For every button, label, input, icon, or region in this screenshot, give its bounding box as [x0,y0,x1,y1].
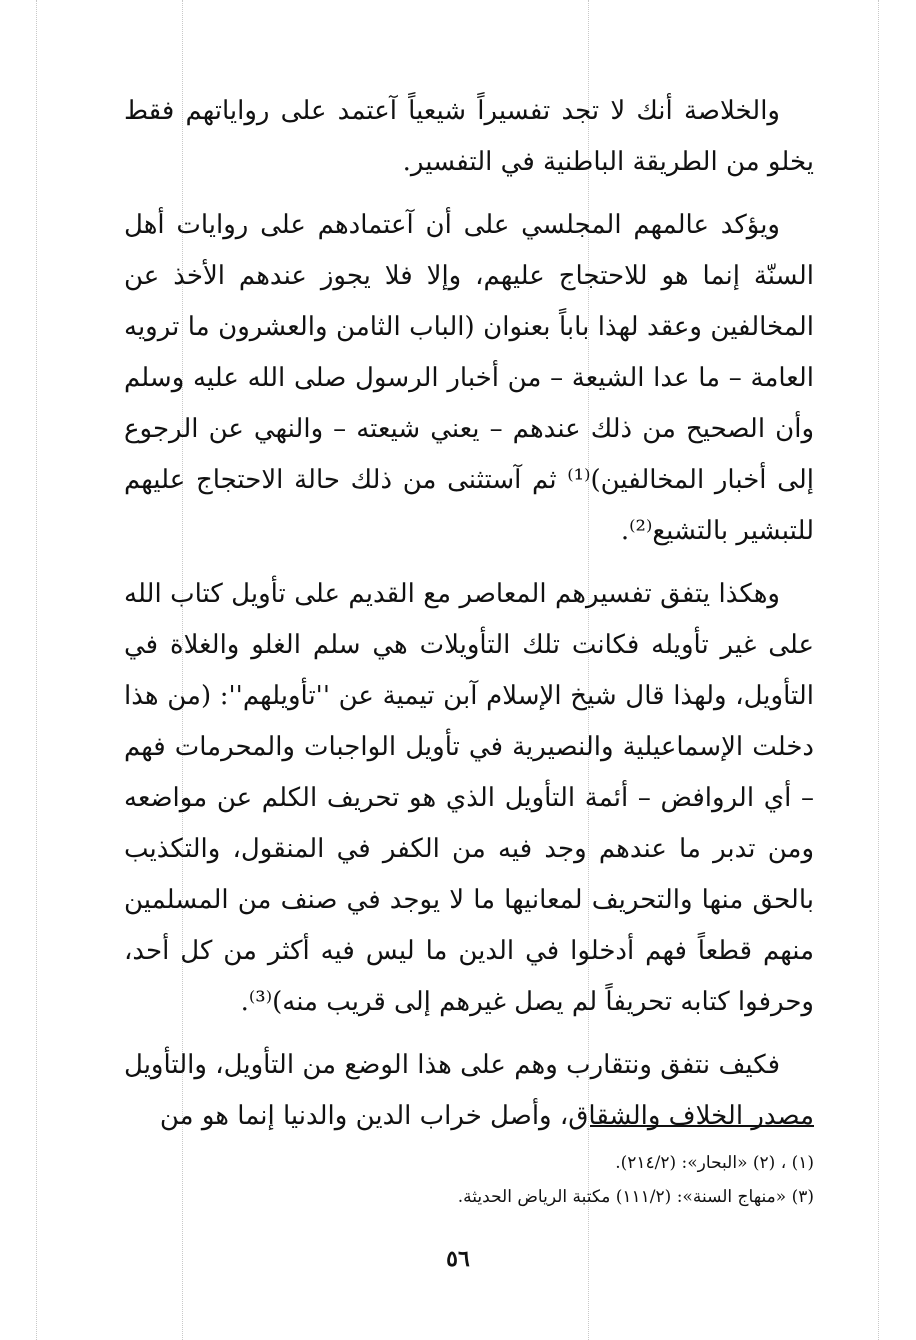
paragraph-1: والخلاصة أنك لا تجد تفسيراً شيعياً آعتمد على رواياتهم فقط يخلو من الطريقة الباطنية في التفسير. [124,96,814,177]
paragraph-4: فكيف نتفق ونتقارب وهم على هذا الوضع من التأويل، والتأويل مصدر الخلاف والشقاق، وأصل خراب الدين والدنيا إنما هو من [124,1050,814,1131]
footnotes [124,1146,814,1214]
footnote-separator [590,1125,814,1127]
page-number: ٥٦ [446,1246,470,1272]
footnote-1-2: (١) ، (٢) «البحار»: (٢١٤/٢). [615,1153,814,1173]
footnote-3: (٣) «منهاج السنة»: (١١١/٢) مكتبة الرياض الحديثة. [457,1187,814,1207]
paragraph-2: ويؤكد عالمهم المجلسي على أن آعتمادهم على روايات أهل السنّة إنما هو للاحتجاج عليهم، وإلا فلا يجوز عندهم الأخذ عن المخالفين وعقد لهذا باباً بعنوان (الباب الثامن والعشرون ما ترويه العامة – ما عدا الشيعة – من أخبار الرسول صلى الله عليه وسلم وأن الصحيح من ذلك عندهم – يعني شيعته – والنهي عن الرجوع إلى أخبار المخالفين)⁽¹⁾ ثم آستثنى من ذلك حالة الاحتجاج عليهم للتبشير بالتشيع⁽²⁾. [124,210,815,546]
main-text [124,86,814,1154]
paragraph-3: وهكذا يتفق تفسيرهم المعاصر مع القديم على تأويل كتاب الله على غير تأويله فكانت تلك التأويلات هي سلم الغلو والغلاة في التأويل، ولهذا قال شيخ الإسلام آبن تيمية عن ''تأويلهم'': (من هذا دخلت الإسماعيلية والنصيرية في تأويل الواجبات والمحرمات فهم – أي الروافض – أئمة التأويل الذي هو تحريف الكلم عن مواضعه ومن تدبر ما عندهم وجد فيه من الكفر في المنقول، والتكذيب بالحق منها والتحريف لمعانيها ما لا يوجد في صنف من المسلمين منهم قطعاً فهم أدخلوا في الدين ما ليس فيه أكثر من كل أحد، وحرفوا كتابه تحريفاً لم يصل غيرهم إلى قريب منه)⁽³⁾. [124,579,814,1017]
scan-guide-line [878,0,879,1340]
scan-guide-line [36,0,37,1340]
